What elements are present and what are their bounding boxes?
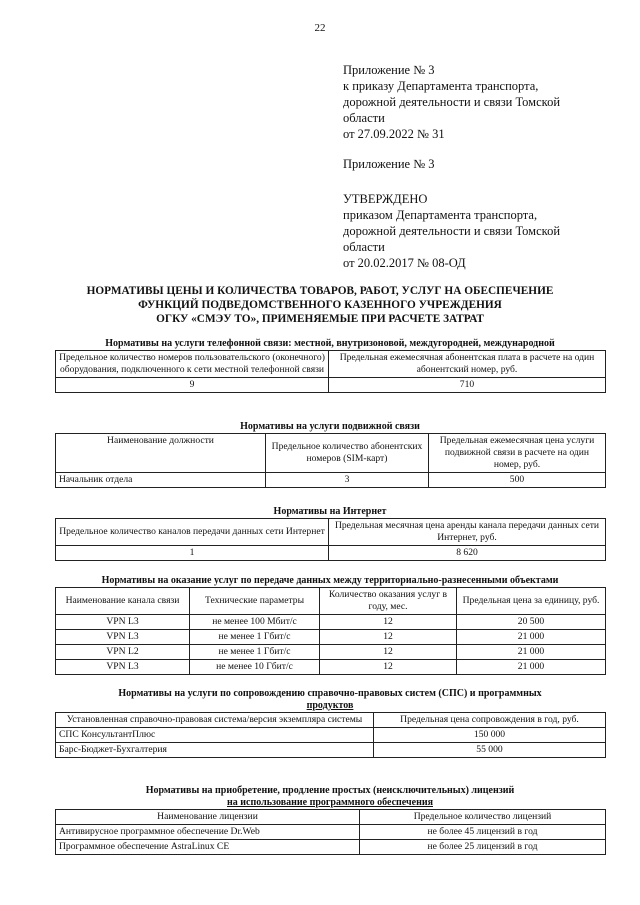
table-header-cell: Наименование должности — [56, 434, 266, 473]
licenses-section-title — [40, 785, 620, 809]
appendix-line: Приложение № 3 — [343, 63, 435, 77]
table-header-row — [56, 588, 606, 615]
appendix-line: области — [343, 111, 385, 125]
licenses-title-line: Нормативы на приобретение, продление простых (неисключительных) лицензий — [145, 785, 515, 796]
appendix-line: дорожной деятельности и связи Томской — [343, 95, 561, 109]
approved-line: приказом Департамента транспорта, — [343, 208, 538, 222]
data-transfer-table — [55, 587, 606, 675]
table-cell: 500 — [429, 473, 606, 488]
table-cell: Начальник отдела — [56, 473, 266, 488]
table-header-cell: Установленная справочно-правовая система/версия экземпляра системы — [56, 713, 374, 728]
phone-table — [55, 350, 606, 393]
table-cell: 21 000 — [457, 630, 606, 645]
main-title-line: ОГКУ «СМЭУ ТО», ПРИМЕНЯЕМЫЕ ПРИ РАСЧЕТЕ ЗАТРАТ — [156, 313, 484, 325]
table-header-cell: Предельное количество абонентских номеров (SIM-карт) — [266, 434, 429, 473]
table-header-row — [56, 434, 606, 473]
table-header-cell: Количество оказания услуг в году, мес. — [320, 588, 457, 615]
table-header-cell: Предельная ежемесячная цена услуги подвижной связи в расчете на один номер, руб. — [429, 434, 606, 473]
appendix-2: Приложение № 3 — [343, 157, 435, 171]
main-title-line: НОРМАТИВЫ ЦЕНЫ И КОЛИЧЕСТВА ТОВАРОВ, РАБОТ, УСЛУГ НА ОБЕСПЕЧЕНИЕ — [86, 285, 554, 297]
table-row — [56, 840, 606, 855]
data-transfer-section-title: Нормативы на оказание услуг по передаче данных между территориально-разнесенными объектами — [101, 575, 559, 586]
table-cell: VPN L3 — [56, 630, 190, 645]
table-cell: 20 500 — [457, 615, 606, 630]
table-cell: 9 — [56, 378, 329, 393]
table-row — [56, 825, 606, 840]
table-row — [56, 630, 606, 645]
appendix-line: от 27.09.2022 № 31 — [343, 127, 445, 141]
table-cell: 12 — [320, 615, 457, 630]
table-header-row — [56, 713, 606, 728]
table-row — [56, 743, 606, 758]
approved-block — [343, 191, 608, 271]
table-row — [56, 546, 606, 561]
table-cell: Программное обеспечение AstraLinux CE — [56, 840, 360, 855]
table-row — [56, 615, 606, 630]
table-header-cell: Предельная цена за единицу, руб. — [457, 588, 606, 615]
table-cell: 8 620 — [329, 546, 606, 561]
table-cell: не менее 100 Мбит/с — [190, 615, 320, 630]
approved-line: от 20.02.2017 № 08-ОД — [343, 256, 466, 270]
table-cell: не менее 1 Гбит/с — [190, 645, 320, 660]
table-header-cell: Предельное количество каналов передачи данных сети Интернет — [56, 519, 329, 546]
table-cell: Антивирусное программное обеспечение Dr.Web — [56, 825, 360, 840]
appendix-line: к приказу Департамента транспорта, — [343, 79, 539, 93]
table-cell: не менее 1 Гбит/с — [190, 630, 320, 645]
table-cell: 12 — [320, 645, 457, 660]
table-header-cell: Предельная ежемесячная абонентская плата в расчете на один абонентский номер, руб. — [329, 351, 606, 378]
approved-line: области — [343, 240, 385, 254]
appendix-block — [343, 62, 608, 142]
table-cell: 710 — [329, 378, 606, 393]
table-header-cell: Предельная цена сопровождения в год, руб. — [374, 713, 606, 728]
table-cell: СПС КонсультантПлюс — [56, 728, 374, 743]
approved-line: УТВЕРЖДЕНО — [343, 192, 428, 206]
table-cell: не более 45 лицензий в год — [360, 825, 606, 840]
sps-title-line: продуктов — [306, 700, 354, 711]
table-cell: VPN L3 — [56, 660, 190, 675]
table-header-cell: Технические параметры — [190, 588, 320, 615]
table-cell: 55 000 — [374, 743, 606, 758]
table-cell: не менее 10 Гбит/с — [190, 660, 320, 675]
table-cell: Барс-Бюджет-Бухгалтерия — [56, 743, 374, 758]
sps-section-title — [40, 688, 620, 712]
table-cell: VPN L2 — [56, 645, 190, 660]
licenses-title-line: на использование программного обеспечения — [227, 797, 433, 808]
table-cell: 21 000 — [457, 660, 606, 675]
sps-title-line: Нормативы на услуги по сопровождению справочно-правовых систем (СПС) и программных — [118, 688, 542, 699]
licenses-table — [55, 809, 606, 855]
table-row — [56, 378, 606, 393]
table-cell: 150 000 — [374, 728, 606, 743]
table-row — [56, 473, 606, 488]
approved-line: дорожной деятельности и связи Томской — [343, 224, 561, 238]
phone-section-title: Нормативы на услуги телефонной связи: местной, внутризоновой, междугородней, международной — [105, 338, 555, 349]
table-cell: 3 — [266, 473, 429, 488]
mobile-section-title: Нормативы на услуги подвижной связи — [240, 421, 420, 432]
table-cell: VPN L3 — [56, 615, 190, 630]
main-title — [60, 284, 580, 326]
table-cell: 1 — [56, 546, 329, 561]
table-header-cell: Предельное количество лицензий — [360, 810, 606, 825]
table-row — [56, 645, 606, 660]
table-cell: 21 000 — [457, 645, 606, 660]
table-header-cell: Предельное количество номеров пользовательского (оконечного) оборудования, подключенного к сети местной телефонной связи — [56, 351, 329, 378]
sps-table — [55, 712, 606, 758]
table-cell: не более 25 лицензий в год — [360, 840, 606, 855]
table-header-cell: Наименование канала связи — [56, 588, 190, 615]
table-header-cell: Предельная месячная цена аренды канала передачи данных сети Интернет, руб. — [329, 519, 606, 546]
main-title-line: ФУНКЦИЙ ПОДВЕДОМСТВЕННОГО КАЗЕННОГО УЧРЕЖДЕНИЯ — [138, 299, 502, 311]
table-cell: 12 — [320, 660, 457, 675]
internet-section-title: Нормативы на Интернет — [273, 506, 387, 517]
mobile-table — [55, 433, 606, 488]
internet-table — [55, 518, 606, 561]
table-header-row — [56, 810, 606, 825]
table-row — [56, 728, 606, 743]
table-row — [56, 660, 606, 675]
table-header-cell: Наименование лицензии — [56, 810, 360, 825]
table-header-row — [56, 519, 606, 546]
page-number: 22 — [314, 22, 326, 34]
table-header-row — [56, 351, 606, 378]
table-cell: 12 — [320, 630, 457, 645]
